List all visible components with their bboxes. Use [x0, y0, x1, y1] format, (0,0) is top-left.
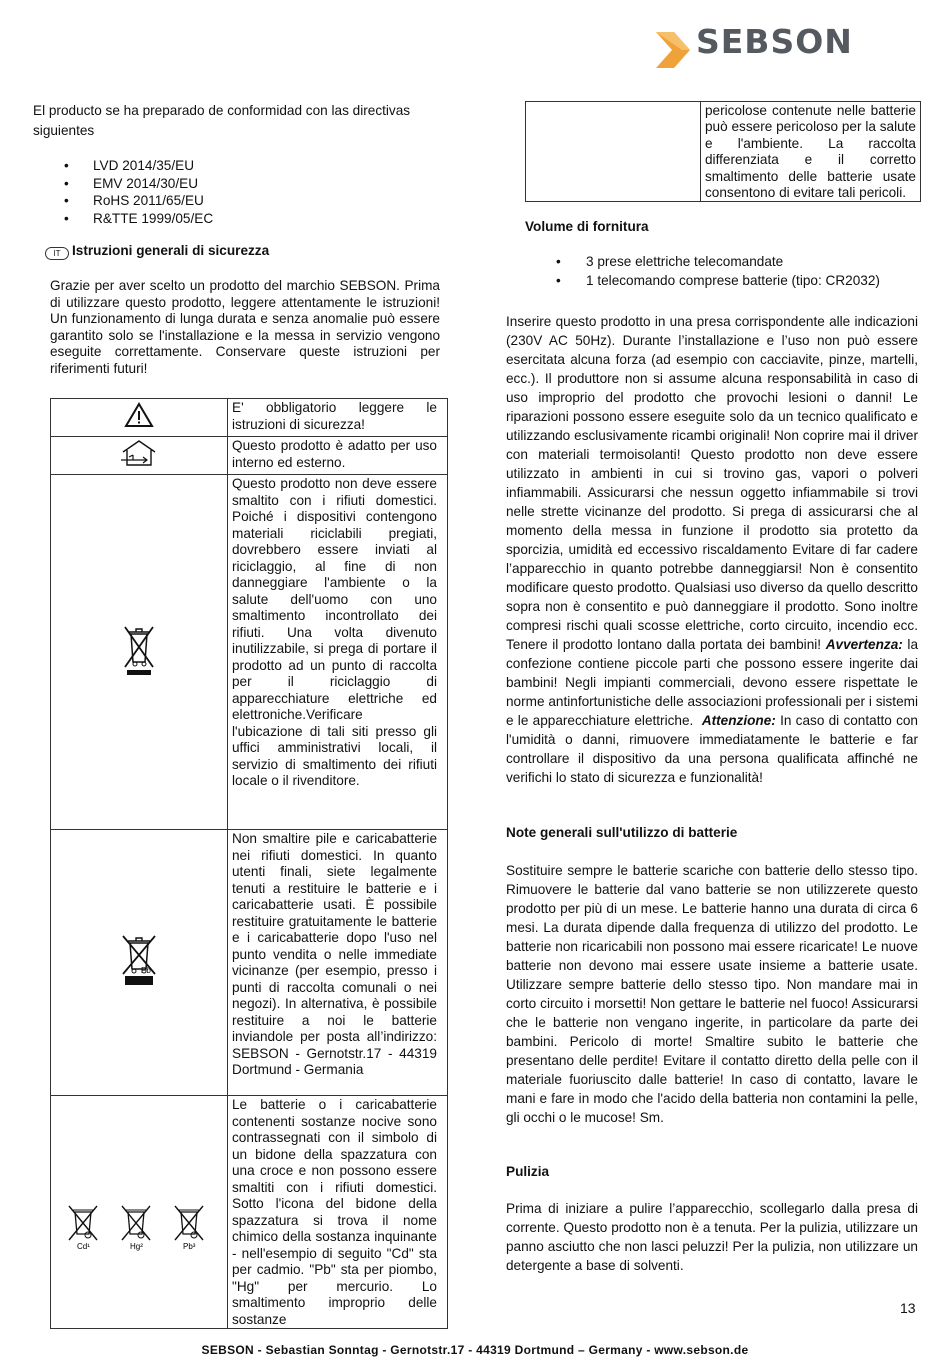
warning-label: Avvertenza:: [825, 637, 903, 652]
symbol-cell: [526, 102, 701, 202]
footer: SEBSON - Sebastian Sonntag - Gernotstr.17 - 44319 Dortmund – Germany - www.sebson.de: [201, 1343, 749, 1357]
cleaning-text: Prima di iniziare a pulire l’apparecchio, scollegarlo dalla presa di corrente. Questo prodotto non è a tenuta. Per la pulizia, utilizzare un panno asciutto che non lasci peluzzi! Per la pulizia, non utilizzare un detergente a base di solventi.: [506, 1201, 918, 1273]
attention-label: Attenzione:: [701, 713, 776, 728]
list-item: • 3 prese elettriche telecomandate: [556, 253, 880, 272]
battery-title: Note generali sull'utilizzo di batterie: [506, 825, 738, 840]
usage-text-2: la confezione contiene piccole parti che possono essere ingerite dai bambini! Negli impianti commerciali, devono essere rispettate le norme antinfortunistiche delle associazioni professionali per i sistemi e le apparecchiature elettriche.: [506, 637, 919, 728]
volume-list: [556, 253, 880, 290]
symbol-text: Non smaltire pile e caricabatterie nei rifiuti domestici. In quanto utenti finali, siete legalmente tenuti a restituire le batterie e i caricabatterie usati. È possibile restituire gratuitamente le batterie e i caricabatterie dopo l'uso nel punto vendita o nelle immediate vicinanze (per esempio, presso i punti di raccolta comunali o nei negozi). In alternativa, è possibile restituire a noi le batterie inviandole per posta all’indirizzo: SEBSON - Gernotstr.17 - 44319 Dortmund - Germania: [228, 830, 448, 1096]
symbols-table: [50, 398, 448, 1329]
table-row: [51, 437, 448, 475]
list-item: • 1 telecomando comprese batterie (tipo: CR2032): [556, 272, 880, 291]
warning-triangle-icon: [124, 402, 154, 428]
symbol-cell: [51, 475, 228, 830]
intro-text: El producto se ha preparado de conformidad con las directivas siguientes: [33, 103, 411, 138]
usage-text-1: Inserire questo prodotto in una presa corrispondente alle indicazioni (230V AC 50Hz). Durante l’installazione e l’uso non può essere esercitata alcuna forza (ad esempio con cacciavite, pinze, martelli, ecc.). Il produttore non si assume alcuna responsabilità in caso di uso improprio del prodotto che provochi lesioni o danni! Le riparazioni possono essere eseguite solo da un tecnico qualificato e utilizzando esclusivamente ricambi originali! Non coprire mai il driver con materiali termoisolanti! Questo prodotto non deve essere utilizzato in ambienti in cui si trovino gas, vapori o polveri infiammabili. Assicurarsi che nessun oggetto infiammabile si trovi nelle strette vicinanze del prodotto. Si prega di assicurarsi che al momento della messa in funzione il prodotto sia protetto da sporcizia, umidità ed eccessivo riscaldamento Evitare di far cadere l’apparecchio in quanto potrebbe danneggiarsi! Non è consentito modificare questo prodotto. Qualsiasi uso diverso da quello descritto sopra non è consentito e può danneggiare il prodotto. Sono inoltre compresi rischi quali scosse elettriche, corto circuito, incendio ecc. Tenere il prodotto lontano dalla portata dei bambini!: [506, 314, 918, 652]
crossed-bin-weee-icon: [122, 624, 156, 676]
hg-label: Hg²: [130, 1242, 143, 1251]
safety-title: Istruzioni generali di sicurezza: [72, 243, 270, 258]
symbol-cell: [51, 437, 228, 475]
symbol-cell: [51, 830, 228, 1096]
language-badge: IT: [45, 247, 69, 260]
usage-text-3: In caso di contatto con l'umidità o danni, rimuovere immediatamente le batterie e far controllare il dispositivo da una persona qualificata affinché ne verifichi lo stato di sicurezza e funzionalità!: [506, 713, 918, 785]
list-item: • RoHS 2011/65/EU: [64, 192, 213, 210]
safety-text: Grazie per aver scelto un prodotto del marchio SEBSON. Prima di utilizzare questo prodotto, leggere attentamente le istruzioni! Un funzionamento di lunga durata e senza anomalie può essere garantito solo se l'installazione e la messa in servizio vengono eseguite correttamente. Conservare queste istruzioni per riferimenti futuri!: [50, 278, 440, 376]
table-row: [51, 399, 448, 437]
pb-label: Pb: [141, 966, 151, 976]
table-row: [51, 475, 448, 830]
indoor-outdoor-house-icon: [119, 438, 159, 468]
list-item: • LVD 2014/35/EU: [64, 157, 213, 175]
symbol-text: Questo prodotto è adatto per uso interno ed esterno.: [228, 437, 448, 475]
symbol-cell: [51, 399, 228, 437]
cd-label: Cd¹: [77, 1242, 90, 1251]
symbol-text: E' obbligatorio leggere le istruzioni di sicurezza!: [228, 399, 448, 437]
crossed-bin-pb-icon: [119, 933, 159, 987]
symbol-text: Questo prodotto non deve essere smaltito con i rifiuti domestici. Poiché i dispositivi contengono materiali riciclabili pregiati, dovrebbero essere inviati al riciclaggio, al fine di non danneggiare l'ambiente o la salute dell'uomo con uno smaltimento incontrollato dei rifiuti. Una volta divenuto inutilizzabile, si prega di portare il prodotto ad un punto di raccolta per il riciclaggio di apparecchiature elettriche ed elettroniche.Verificare l'ubicazione di tali siti presso gli uffici amministrativi locali, il servizio di smaltimento dei rifiuti locale o il rivenditore.: [228, 475, 448, 830]
directives-list: [64, 157, 213, 227]
table-row: [526, 102, 921, 202]
pb-label: Pb³: [183, 1242, 196, 1251]
continued-table: [525, 101, 921, 202]
crossed-bins-cd-hg-pb-icon: [51, 1204, 227, 1252]
symbol-cell: [51, 1096, 228, 1329]
symbol-text: pericolose contenute nelle batterie può essere pericoloso per la salute e l'ambiente. La raccolta differenziata e il corretto smaltimento delle batterie usate consentono di evitare tali pericoli.: [701, 102, 921, 202]
symbol-text: Le batterie o i caricabatterie contenenti sostanze nocive sono contrassegnati con il simbolo di un bidone della spazzatura con una croce e non possono essere smaltiti con i rifiuti domestici. Sotto l'icona del bidone della spazzatura si trova il nome chimico della sostanza inquinante - nell'esempio di seguito "Cd" sta per cadmio. "Pb" sta per piombo, "Hg" per mercurio. Lo smaltimento improprio delle sostanze: [228, 1096, 448, 1329]
battery-text: Sostituire sempre le batterie scariche con batterie dello stesso tipo. Rimuovere le batterie dal vano batterie se non utilizzerete questo prodotto per più di un mese. Le batterie hanno una durata di circa 6 mesi. La durata dipende dalla frequenza di utilizzo del prodotto. Le batterie non ricaricabili non possono mai essere ricaricate! Le nuove batterie non devono mai essere usate insieme a batterie usate. Utilizzare sempre batterie dello stesso tipo. Non mandare mai in corto circuito i morsetti! Non gettare le batterie nel fuoco! Assicurarsi che le batterie non vengano ingerite, in particolare da parte dei bambini. Pericolo di morte! Smaltire subito le batterie che presentano delle perdite! Evitare il contatto diretto della pelle con il materiale fuoriuscito dalle batterie! In caso di contatto, lavare le mani e fare in modo che l'acido della batteria non contamini la pelle, gli occhi o le mucose! Sm.: [506, 863, 918, 1125]
table-row: [51, 830, 448, 1096]
volume-title: Volume di fornitura: [525, 219, 649, 234]
page-number: 13: [900, 1300, 916, 1316]
brand-name: SEBSON: [696, 22, 853, 61]
sebson-logo: [652, 22, 862, 76]
list-item: • R&TTE 1999/05/EC: [64, 210, 213, 228]
logo-chevron-icon: [652, 30, 696, 70]
cleaning-title: Pulizia: [506, 1164, 550, 1179]
table-row: [51, 1096, 448, 1329]
usage-text: [506, 312, 918, 787]
list-item: • EMV 2014/30/EU: [64, 175, 213, 193]
